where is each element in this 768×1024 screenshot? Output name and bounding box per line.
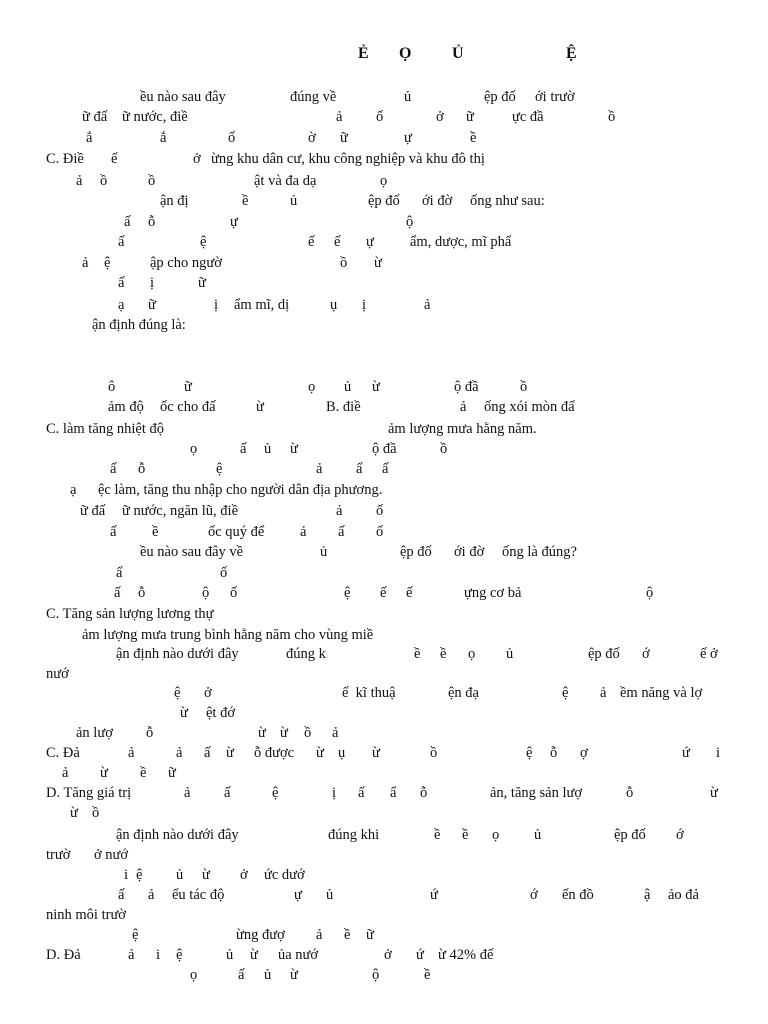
text-fragment: ấ — [118, 234, 125, 250]
text-fragment: ật và đa dạ — [254, 173, 317, 189]
text-fragment: ừ — [372, 745, 380, 761]
text-fragment: ới đờ — [454, 544, 485, 560]
text-fragment: ọ — [308, 379, 316, 395]
text-fragment: ệ — [526, 745, 533, 761]
text-fragment: B. điề — [326, 399, 361, 415]
text-fragment: ống như sau: — [470, 193, 545, 209]
text-fragment: ả — [336, 109, 343, 125]
text-fragment: đúng k — [286, 646, 326, 662]
text-fragment: ức dướ — [264, 867, 305, 883]
text-fragment: ệ — [104, 255, 111, 271]
text-fragment: ừ — [710, 785, 718, 801]
text-fragment: ềm năng và lợ — [620, 685, 703, 701]
text-fragment: ở — [384, 947, 392, 963]
text-fragment: ệp đố — [368, 193, 400, 209]
text-fragment: ồ — [520, 379, 528, 395]
text-fragment: ồ — [304, 725, 312, 741]
text-fragment: ỗ — [550, 745, 558, 761]
text-fragment: ứ — [430, 887, 438, 903]
text-fragment: ệ — [272, 785, 279, 801]
text-fragment: ữ nước, điề — [122, 109, 188, 125]
title-char-4: Ệ — [566, 45, 577, 62]
text-fragment: ủ — [264, 967, 272, 983]
text-fragment: ả — [128, 947, 135, 963]
text-fragment: ọ — [468, 646, 476, 662]
text-fragment: ỗ — [138, 461, 146, 477]
text-fragment: ả — [62, 765, 69, 781]
text-fragment: ận đị — [160, 193, 189, 209]
text-fragment: ồ — [608, 109, 616, 125]
text-fragment: ả — [148, 887, 155, 903]
text-fragment: C. Tăng sản lượng lương thự — [46, 606, 214, 622]
text-fragment: ấ — [110, 524, 117, 540]
text-fragment: D. Tăng giá trị — [46, 785, 132, 801]
text-fragment: ừ 42% đế — [438, 947, 494, 963]
text-fragment: ấ — [240, 441, 247, 457]
text-fragment: C. Đả — [46, 745, 80, 761]
text-fragment: ế — [380, 585, 387, 601]
text-fragment: ện đạ — [448, 685, 479, 701]
text-fragment: ả — [176, 745, 183, 761]
text-fragment: ủ — [320, 544, 328, 560]
text-fragment: ệp đố — [400, 544, 432, 560]
text-fragment: ự — [294, 887, 302, 903]
text-fragment: ủ — [506, 646, 514, 662]
text-fragment: ạ — [118, 297, 125, 313]
text-fragment: ảm độ — [108, 399, 144, 415]
text-fragment: ự — [230, 214, 238, 230]
text-fragment: ỗ — [148, 214, 156, 230]
text-fragment: D. Đả — [46, 947, 81, 963]
text-fragment: ẩm, dược, mĩ phẩ — [410, 234, 512, 250]
text-fragment: ắ — [86, 130, 93, 146]
text-fragment: ề — [344, 927, 351, 943]
text-fragment: ộ — [406, 214, 414, 230]
text-fragment: ệ — [216, 461, 223, 477]
text-fragment: ấ — [116, 565, 123, 581]
text-fragment: ả — [336, 503, 343, 519]
text-fragment: ệ — [176, 947, 183, 963]
text-fragment: ế — [334, 234, 341, 250]
text-fragment: ừ — [280, 725, 288, 741]
text-fragment: ắ — [160, 130, 167, 146]
text-fragment: ấ — [118, 887, 125, 903]
text-fragment: ấ — [358, 785, 365, 801]
text-fragment: ả — [76, 173, 83, 189]
text-fragment: ả — [424, 297, 431, 313]
text-fragment: C. Điề — [46, 151, 84, 167]
text-fragment: ữ — [148, 297, 156, 313]
text-fragment: ận định đúng là: — [92, 317, 186, 333]
text-fragment: ố — [376, 524, 384, 540]
text-fragment: ố — [220, 565, 228, 581]
text-fragment: ộ đầ — [454, 379, 479, 395]
text-fragment: ế — [406, 585, 413, 601]
title-char-1: Ẻ — [358, 45, 369, 62]
text-fragment: ống là đúng? — [502, 544, 577, 560]
text-fragment: ừng khu dân cư, khu công nghiệp và khu đô thị — [211, 151, 485, 167]
text-fragment: ủ — [404, 89, 412, 105]
text-fragment: ớ — [676, 827, 684, 843]
text-fragment: ồ — [430, 745, 438, 761]
text-fragment: ủ — [344, 379, 352, 395]
text-fragment: ề — [440, 646, 447, 662]
text-fragment: ừ — [258, 725, 266, 741]
text-fragment: ọ — [190, 967, 198, 983]
text-fragment: ồ — [92, 805, 100, 821]
text-fragment: ữ — [198, 275, 206, 291]
text-fragment: đúng khi — [328, 827, 380, 843]
title-char-2: Ọ — [399, 45, 412, 62]
text-fragment: nướ — [46, 666, 69, 682]
text-fragment: ộ đầ — [372, 441, 397, 457]
text-fragment: ị — [362, 297, 367, 313]
text-fragment: đúng về — [290, 89, 337, 105]
text-fragment: ệp đố — [614, 827, 646, 843]
text-fragment: ới trườ — [535, 89, 575, 105]
text-fragment: ề — [424, 967, 431, 983]
text-fragment: ệ — [136, 867, 143, 883]
text-fragment: ẩm mĩ, dị — [234, 297, 290, 313]
text-fragment: ệt đớ — [206, 705, 236, 721]
text-fragment: ốc cho đấ — [160, 399, 216, 415]
text-fragment: ớ — [642, 646, 650, 662]
text-fragment: ệc làm, tăng thu nhập cho người dân địa phương. — [98, 482, 383, 498]
text-fragment: ủ — [264, 441, 272, 457]
text-fragment: ồ — [440, 441, 448, 457]
text-fragment: ẩ — [390, 785, 397, 801]
text-fragment: i — [156, 947, 161, 963]
text-fragment: ệp đố — [588, 646, 620, 662]
text-fragment: ừ — [180, 705, 188, 721]
text-fragment: ộ — [202, 585, 210, 601]
text-fragment: ỗ — [626, 785, 634, 801]
text-fragment: ận định nào dưới đây — [116, 827, 239, 843]
text-fragment: ảo đả — [668, 887, 699, 903]
text-fragment: ở — [436, 109, 444, 125]
text-fragment: ồ — [148, 173, 156, 189]
text-fragment: ống xói mòn đấ — [484, 399, 575, 415]
text-fragment: ốc quý để — [208, 524, 265, 540]
text-fragment: ị — [332, 785, 337, 801]
text-fragment: ả — [332, 725, 339, 741]
text-fragment: ế kĩ thuậ — [342, 685, 396, 701]
text-fragment: ừ — [374, 255, 382, 271]
text-fragment: ủ — [534, 827, 542, 843]
text-fragment: ủ — [326, 887, 334, 903]
text-fragment: C. làm tăng nhiệt độ — [46, 421, 164, 437]
text-fragment: ề — [470, 130, 477, 146]
text-fragment: ấ — [238, 967, 245, 983]
text-fragment: ận định nào dưới đây — [116, 646, 239, 662]
text-fragment: ấ — [356, 461, 363, 477]
text-fragment: ề — [140, 765, 147, 781]
text-fragment: ề — [414, 646, 421, 662]
text-fragment: ảm lượng mưa hằng năm. — [388, 421, 537, 437]
text-fragment: ụ — [330, 297, 338, 313]
text-fragment: ả — [82, 255, 89, 271]
text-fragment: ừ — [290, 967, 298, 983]
text-fragment: ữ — [366, 927, 374, 943]
text-fragment: ến đồ — [562, 887, 594, 903]
text-fragment: ị — [150, 275, 155, 291]
text-fragment: ỗ — [138, 585, 146, 601]
text-fragment: ả — [300, 524, 307, 540]
text-fragment: ọ — [492, 827, 500, 843]
text-fragment: ự — [404, 130, 412, 146]
text-fragment: ố — [230, 585, 238, 601]
text-fragment: ế — [111, 151, 118, 167]
text-fragment: ừ — [372, 379, 380, 395]
text-fragment: ấ — [124, 214, 131, 230]
text-fragment: ấ — [114, 585, 121, 601]
text-fragment: ớ — [530, 887, 538, 903]
text-fragment: ả — [600, 685, 607, 701]
text-fragment: ỗ — [146, 725, 154, 741]
text-fragment: ấ — [382, 461, 389, 477]
text-fragment: ữ — [168, 765, 176, 781]
text-fragment: ữ đấ — [80, 503, 106, 519]
text-fragment: ấ — [338, 524, 345, 540]
text-fragment: ủa nướ — [278, 947, 319, 963]
text-fragment: i — [124, 867, 129, 883]
text-fragment: ệ — [344, 585, 351, 601]
text-fragment: ừng đượ — [236, 927, 285, 943]
text-fragment: ấ — [204, 745, 211, 761]
text-fragment: ảm lượng mưa trung bình hằng năm cho vùng miề — [82, 627, 374, 643]
text-fragment: ới đờ — [422, 193, 453, 209]
text-fragment: ờ — [308, 130, 316, 146]
text-fragment: ề — [152, 524, 159, 540]
text-fragment: ệ — [132, 927, 139, 943]
text-fragment: ọ — [380, 173, 388, 189]
text-fragment: ế — [308, 234, 315, 250]
text-fragment: ứ — [682, 745, 690, 761]
text-fragment: ập cho ngườ — [150, 255, 222, 271]
text-fragment: ở — [193, 151, 201, 167]
text-fragment: ệp đố — [484, 89, 516, 105]
text-fragment: ủ — [290, 193, 298, 209]
text-fragment: ản, tăng sản lượ — [490, 785, 583, 801]
text-fragment: ả — [184, 785, 191, 801]
text-fragment: i — [716, 745, 721, 761]
text-fragment: ản lượ — [76, 725, 113, 741]
text-fragment: ố — [228, 130, 236, 146]
text-fragment: ừ — [226, 745, 234, 761]
text-fragment: ữ đấ — [82, 109, 108, 125]
text-fragment: ả — [316, 927, 323, 943]
text-fragment: ụ — [338, 745, 346, 761]
text-fragment: ỗ được — [254, 745, 295, 761]
text-fragment: ữ — [184, 379, 192, 395]
text-fragment: ệ — [174, 685, 181, 701]
text-fragment: ữ — [340, 130, 348, 146]
text-fragment: ừ — [202, 867, 210, 883]
text-fragment: ều nào sau đây về — [140, 544, 244, 560]
text-fragment: ề — [434, 827, 441, 843]
text-fragment: ực đầ — [512, 109, 544, 125]
text-fragment: ợ — [580, 745, 588, 761]
text-fragment: ộ — [372, 967, 380, 983]
text-fragment: ố — [376, 109, 384, 125]
text-fragment: ữ nước, ngăn lũ, điề — [122, 503, 238, 519]
text-fragment: ả — [460, 399, 467, 415]
text-fragment: ồ — [100, 173, 108, 189]
text-fragment: ừ — [250, 947, 258, 963]
text-fragment: ạ — [70, 482, 77, 498]
text-fragment: ệ — [200, 234, 207, 250]
text-fragment: ừ — [100, 765, 108, 781]
text-fragment: ố — [376, 503, 384, 519]
text-fragment: ừ — [70, 805, 78, 821]
text-fragment: ề — [462, 827, 469, 843]
text-fragment: ủ — [226, 947, 234, 963]
text-fragment: ểu tác độ — [172, 887, 225, 903]
text-fragment: ừ — [256, 399, 264, 415]
text-fragment: ị — [214, 297, 219, 313]
text-fragment: ậ — [644, 887, 651, 903]
text-fragment: ủ — [176, 867, 184, 883]
text-fragment: ữ — [466, 109, 474, 125]
text-fragment: ự — [366, 234, 374, 250]
text-fragment: ều nào sau đây — [140, 89, 226, 105]
text-fragment: ả — [316, 461, 323, 477]
text-fragment: ấ — [110, 461, 117, 477]
text-fragment: ừ — [290, 441, 298, 457]
text-fragment: ề — [242, 193, 249, 209]
text-fragment: ở nướ — [94, 847, 129, 863]
text-fragment: ninh môi trườ — [46, 907, 126, 923]
text-fragment: ộ — [646, 585, 654, 601]
text-fragment: ở — [204, 685, 212, 701]
text-fragment: ở — [240, 867, 248, 883]
text-fragment: ừ — [316, 745, 324, 761]
text-fragment: ựng cơ bả — [464, 585, 522, 601]
text-fragment: ấ — [224, 785, 231, 801]
text-fragment: ệ — [562, 685, 569, 701]
text-fragment: ứ — [416, 947, 424, 963]
text-fragment: ọ — [190, 441, 198, 457]
text-fragment: ô — [108, 379, 116, 395]
text-fragment: ế ở — [700, 646, 718, 662]
text-fragment: ồ — [340, 255, 348, 271]
title-char-3: Ủ — [452, 45, 464, 62]
text-fragment: ỗ — [420, 785, 428, 801]
text-fragment: ả — [128, 745, 135, 761]
text-fragment: ấ — [118, 275, 125, 291]
text-fragment: trườ — [46, 847, 71, 863]
